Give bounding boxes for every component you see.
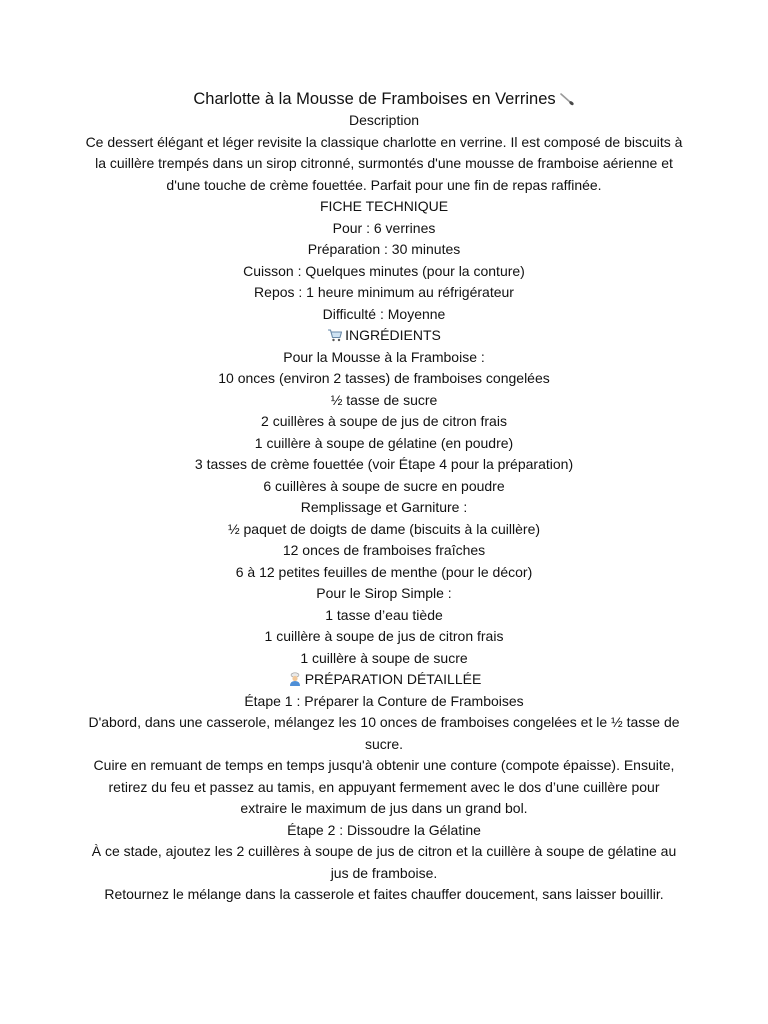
ingredient-line: 1 tasse d’eau tiède: [325, 606, 443, 623]
fiche-servings: Pour : 6 verrines: [332, 219, 436, 236]
step1-paragraph-2: Cuire en remuant de temps en temps jusqu'à obtenir une conture (compote épaisse). Ensuite, retirez du feu et passez au tamis, en appuyant fermement avec le dos d’une cuillère pour extraire le maximum de jus dans un grand bol.: [93, 757, 675, 816]
description-text: Ce dessert élégant et léger revisite la classique charlotte en verrine. Il est composé de biscuits à la cuillère trempés dans un sirop citronné, surmontés d'une mousse de framboise aérienne et d'une touche de crème fouettée. Parfait pour une fin de repas raffinée.: [85, 133, 683, 193]
fiche-rest-time: Repos : 1 heure minimum au réfrigérateur: [254, 284, 514, 300]
preparation-heading: [64, 669, 704, 691]
step1-title: Étape 1 : Préparer la Conture de Framboises: [244, 692, 524, 709]
fiche-cook-time: Cuisson : Quelques minutes (pour la conture): [243, 262, 525, 279]
fiche-difficulty: Difficulté : Moyenne: [322, 305, 446, 322]
description-heading: Description: [348, 112, 420, 128]
ingredient-line: 1 cuillère à soupe de sucre: [300, 649, 468, 666]
ingredient-line: ½ paquet de doigts de dame (biscuits à la cuillère): [227, 520, 541, 537]
shopping-cart-icon: [327, 328, 343, 342]
ingredient-line: 6 à 12 petites feuilles de menthe (pour le décor): [235, 563, 533, 580]
fiche-heading: FICHE TECHNIQUE: [319, 198, 449, 214]
preparation-heading-text: PRÉPARATION DÉTAILLÉE: [304, 671, 482, 687]
ingredient-line: 6 cuillères à soupe de sucre en poudre: [263, 477, 505, 494]
ingredient-line: 12 onces de framboises fraîches: [282, 542, 486, 558]
spoon-icon: [559, 92, 575, 106]
step1-paragraph-1: D'abord, dans une casserole, mélangez les 10 onces de framboises congelées et le ½ tasse de sucre.: [88, 714, 680, 752]
ingredient-line: 1 cuillère à soupe de jus de citron frais: [264, 628, 504, 644]
ingredient-line: 1 cuillère à soupe de gélatine (en poudre): [254, 434, 514, 451]
cook-icon: [287, 672, 303, 686]
ingredient-line: ½ tasse de sucre: [330, 391, 438, 408]
recipe-title-text: Charlotte à la Mousse de Framboises en Verrines: [193, 90, 556, 108]
step2-paragraph-1: À ce stade, ajoutez les 2 cuillères à soupe de jus de citron et la cuillère à soupe de gélatine au jus de framboise.: [91, 843, 677, 881]
ingredient-line: 2 cuillères à soupe de jus de citron frais: [261, 413, 507, 429]
ingredient-line: 3 tasses de crème fouettée (voir Étape 4 pour la préparation): [194, 456, 574, 472]
ingredient-line: 10 onces (environ 2 tasses) de framboises congelées: [218, 370, 550, 386]
recipe-title: [64, 88, 704, 110]
step2-title: Étape 2 : Dissoudre la Gélatine: [287, 821, 481, 838]
ingredients-heading-text: INGRÉDIENTS: [345, 327, 441, 343]
ingredient-line: Pour le Sirop Simple :: [316, 585, 452, 601]
ingredient-line: Pour la Mousse à la Framboise :: [283, 348, 485, 365]
ingredient-line: Remplissage et Garniture :: [300, 499, 468, 515]
fiche-prep-time: Préparation : 30 minutes: [307, 241, 461, 257]
step2-paragraph-2: Retournez le mélange dans la casserole et faites chauffer doucement, sans laisser bouillir.: [104, 886, 664, 902]
ingredients-heading: [64, 325, 704, 347]
